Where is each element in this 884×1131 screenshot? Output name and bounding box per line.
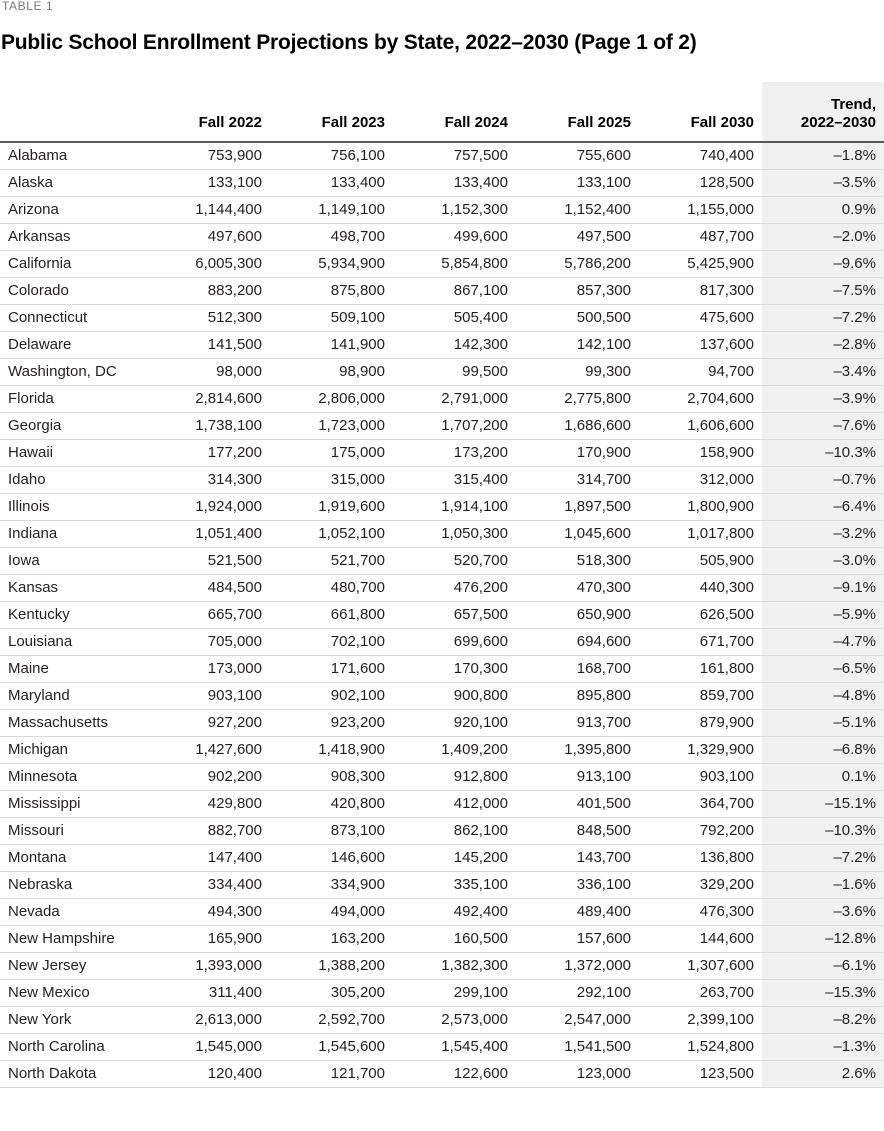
enrollment-value: 1,427,600 <box>147 736 270 763</box>
enrollment-value: 912,800 <box>393 763 516 790</box>
enrollment-value: 862,100 <box>393 817 516 844</box>
state-name: Minnesota <box>0 763 147 790</box>
col-header-fall-2024: Fall 2024 <box>393 82 516 142</box>
enrollment-value: 2,814,600 <box>147 385 270 412</box>
enrollment-value: 165,900 <box>147 925 270 952</box>
enrollment-value: 883,200 <box>147 277 270 304</box>
enrollment-value: 1,800,900 <box>639 493 762 520</box>
enrollment-value: 875,800 <box>270 277 393 304</box>
enrollment-value: 144,600 <box>639 925 762 952</box>
enrollment-value: 146,600 <box>270 844 393 871</box>
enrollment-value: 160,500 <box>393 925 516 952</box>
trend-value: –6.4% <box>762 493 884 520</box>
enrollment-value: 142,100 <box>516 331 639 358</box>
enrollment-value: 98,000 <box>147 358 270 385</box>
enrollment-value: 626,500 <box>639 601 762 628</box>
enrollment-value: 1,545,600 <box>270 1033 393 1060</box>
enrollment-value: 1,409,200 <box>393 736 516 763</box>
table-row <box>0 493 884 520</box>
enrollment-value: 1,707,200 <box>393 412 516 439</box>
enrollment-value: 1,372,000 <box>516 952 639 979</box>
enrollment-value: 364,700 <box>639 790 762 817</box>
state-name: Maine <box>0 655 147 682</box>
enrollment-value: 498,700 <box>270 223 393 250</box>
enrollment-value: 512,300 <box>147 304 270 331</box>
trend-value: –2.0% <box>762 223 884 250</box>
enrollment-value: 2,613,000 <box>147 1006 270 1033</box>
trend-value: –10.3% <box>762 817 884 844</box>
enrollment-value: 305,200 <box>270 979 393 1006</box>
enrollment-value: 475,600 <box>639 304 762 331</box>
col-header-trend <box>762 82 884 142</box>
state-name: Idaho <box>0 466 147 493</box>
table-row <box>0 628 884 655</box>
trend-value: –3.2% <box>762 520 884 547</box>
enrollment-value: 1,541,500 <box>516 1033 639 1060</box>
trend-value: –3.6% <box>762 898 884 925</box>
table-row <box>0 817 884 844</box>
col-header-fall-2025: Fall 2025 <box>516 82 639 142</box>
enrollment-value: 1,393,000 <box>147 952 270 979</box>
table-row <box>0 898 884 925</box>
enrollment-value: 1,144,400 <box>147 196 270 223</box>
trend-value: –4.8% <box>762 682 884 709</box>
table-body <box>0 142 884 1087</box>
trend-value: –12.8% <box>762 925 884 952</box>
table-row <box>0 601 884 628</box>
enrollment-value: 903,100 <box>639 763 762 790</box>
enrollment-value: 699,600 <box>393 628 516 655</box>
col-header-state <box>0 82 147 142</box>
enrollment-value: 857,300 <box>516 277 639 304</box>
state-name: Nebraska <box>0 871 147 898</box>
enrollment-value: 168,700 <box>516 655 639 682</box>
enrollment-value: 913,100 <box>516 763 639 790</box>
enrollment-value: 903,100 <box>147 682 270 709</box>
table-row <box>0 952 884 979</box>
state-name: Washington, DC <box>0 358 147 385</box>
enrollment-value: 137,600 <box>639 331 762 358</box>
trend-value: –9.1% <box>762 574 884 601</box>
enrollment-value: 740,400 <box>639 142 762 169</box>
table-row <box>0 385 884 412</box>
enrollment-value: 650,900 <box>516 601 639 628</box>
enrollment-value: 143,700 <box>516 844 639 871</box>
enrollment-value: 1,914,100 <box>393 493 516 520</box>
enrollment-value: 334,900 <box>270 871 393 898</box>
enrollment-value: 145,200 <box>393 844 516 871</box>
enrollment-value: 923,200 <box>270 709 393 736</box>
enrollment-value: 499,600 <box>393 223 516 250</box>
state-name: Florida <box>0 385 147 412</box>
state-name: Louisiana <box>0 628 147 655</box>
enrollment-value: 136,800 <box>639 844 762 871</box>
enrollment-value: 99,300 <box>516 358 639 385</box>
enrollment-value: 171,600 <box>270 655 393 682</box>
state-name: North Carolina <box>0 1033 147 1060</box>
enrollment-value: 292,100 <box>516 979 639 1006</box>
col-header-fall-2023: Fall 2023 <box>270 82 393 142</box>
enrollment-value: 489,400 <box>516 898 639 925</box>
enrollment-value: 1,606,600 <box>639 412 762 439</box>
enrollment-value: 123,500 <box>639 1060 762 1087</box>
state-name: Kansas <box>0 574 147 601</box>
trend-value: –6.5% <box>762 655 884 682</box>
trend-value: –15.1% <box>762 790 884 817</box>
enrollment-value: 1,524,800 <box>639 1033 762 1060</box>
trend-value: –15.3% <box>762 979 884 1006</box>
enrollment-value: 133,400 <box>270 169 393 196</box>
table-row <box>0 142 884 169</box>
table-row <box>0 682 884 709</box>
enrollment-value: 314,300 <box>147 466 270 493</box>
enrollment-value: 1,045,600 <box>516 520 639 547</box>
enrollment-value: 520,700 <box>393 547 516 574</box>
enrollment-value: 1,738,100 <box>147 412 270 439</box>
enrollment-value: 1,149,100 <box>270 196 393 223</box>
trend-value: –10.3% <box>762 439 884 466</box>
trend-value: –1.8% <box>762 142 884 169</box>
enrollment-value: 128,500 <box>639 169 762 196</box>
state-name: Alaska <box>0 169 147 196</box>
enrollment-value: 470,300 <box>516 574 639 601</box>
enrollment-value: 420,800 <box>270 790 393 817</box>
enrollment-value: 927,200 <box>147 709 270 736</box>
enrollment-value: 401,500 <box>516 790 639 817</box>
enrollment-value: 1,307,600 <box>639 952 762 979</box>
enrollment-value: 311,400 <box>147 979 270 1006</box>
state-name: Indiana <box>0 520 147 547</box>
enrollment-value: 157,600 <box>516 925 639 952</box>
enrollment-value: 480,700 <box>270 574 393 601</box>
table-number-label: TABLE 1 <box>2 0 54 13</box>
enrollment-value: 334,400 <box>147 871 270 898</box>
state-name: Missouri <box>0 817 147 844</box>
trend-value: –9.6% <box>762 250 884 277</box>
table-row <box>0 1033 884 1060</box>
enrollment-value: 5,854,800 <box>393 250 516 277</box>
trend-value: –3.9% <box>762 385 884 412</box>
trend-header-line2: 2022–2030 <box>800 114 876 131</box>
enrollment-value: 1,017,800 <box>639 520 762 547</box>
enrollment-value: 6,005,300 <box>147 250 270 277</box>
table-row <box>0 871 884 898</box>
table-row <box>0 250 884 277</box>
enrollment-value: 161,800 <box>639 655 762 682</box>
enrollment-value: 173,000 <box>147 655 270 682</box>
enrollment-value: 133,400 <box>393 169 516 196</box>
enrollment-value: 147,400 <box>147 844 270 871</box>
enrollment-value: 1,897,500 <box>516 493 639 520</box>
enrollment-value: 492,400 <box>393 898 516 925</box>
state-name: California <box>0 250 147 277</box>
enrollment-value: 1,686,600 <box>516 412 639 439</box>
enrollment-value: 98,900 <box>270 358 393 385</box>
trend-value: –3.0% <box>762 547 884 574</box>
enrollment-value: 336,100 <box>516 871 639 898</box>
enrollment-value: 5,425,900 <box>639 250 762 277</box>
enrollment-value: 753,900 <box>147 142 270 169</box>
state-name: New Hampshire <box>0 925 147 952</box>
table-row <box>0 655 884 682</box>
enrollment-value: 5,786,200 <box>516 250 639 277</box>
enrollment-value: 1,051,400 <box>147 520 270 547</box>
enrollment-value: 908,300 <box>270 763 393 790</box>
enrollment-value: 902,200 <box>147 763 270 790</box>
enrollment-value: 315,000 <box>270 466 393 493</box>
enrollment-value: 1,919,600 <box>270 493 393 520</box>
trend-value: –7.6% <box>762 412 884 439</box>
enrollment-value: 792,200 <box>639 817 762 844</box>
enrollment-value: 859,700 <box>639 682 762 709</box>
state-name: Arizona <box>0 196 147 223</box>
enrollment-value: 873,100 <box>270 817 393 844</box>
enrollment-value: 1,152,300 <box>393 196 516 223</box>
enrollment-value: 2,573,000 <box>393 1006 516 1033</box>
table-row <box>0 844 884 871</box>
trend-value: –7.2% <box>762 844 884 871</box>
state-name: Delaware <box>0 331 147 358</box>
enrollment-value: 1,924,000 <box>147 493 270 520</box>
trend-value: –7.2% <box>762 304 884 331</box>
enrollment-value: 412,000 <box>393 790 516 817</box>
state-name: Illinois <box>0 493 147 520</box>
enrollment-value: 133,100 <box>516 169 639 196</box>
trend-value: –8.2% <box>762 1006 884 1033</box>
trend-value: –1.3% <box>762 1033 884 1060</box>
enrollment-value: 757,500 <box>393 142 516 169</box>
enrollment-value: 163,200 <box>270 925 393 952</box>
enrollment-value: 1,152,400 <box>516 196 639 223</box>
enrollment-value: 158,900 <box>639 439 762 466</box>
enrollment-value: 2,704,600 <box>639 385 762 412</box>
enrollment-value: 175,000 <box>270 439 393 466</box>
enrollment-table <box>0 82 884 1088</box>
enrollment-value: 702,100 <box>270 628 393 655</box>
table-row <box>0 574 884 601</box>
state-name: Connecticut <box>0 304 147 331</box>
enrollment-value: 1,388,200 <box>270 952 393 979</box>
enrollment-value: 521,700 <box>270 547 393 574</box>
page-title: Public School Enrollment Projections by State, 2022–2030 (Page 1 of 2) <box>1 31 697 54</box>
enrollment-value: 671,700 <box>639 628 762 655</box>
trend-value: 2.6% <box>762 1060 884 1087</box>
state-name: North Dakota <box>0 1060 147 1087</box>
trend-header-line1: Trend, <box>830 96 876 113</box>
enrollment-value: 895,800 <box>516 682 639 709</box>
col-header-fall-2030: Fall 2030 <box>639 82 762 142</box>
table-row <box>0 520 884 547</box>
enrollment-value: 170,300 <box>393 655 516 682</box>
enrollment-value: 329,200 <box>639 871 762 898</box>
table-row <box>0 1060 884 1087</box>
enrollment-value: 879,900 <box>639 709 762 736</box>
enrollment-value: 518,300 <box>516 547 639 574</box>
table-row <box>0 547 884 574</box>
enrollment-value: 122,600 <box>393 1060 516 1087</box>
trend-value: –3.5% <box>762 169 884 196</box>
enrollment-value: 315,400 <box>393 466 516 493</box>
state-name: Kentucky <box>0 601 147 628</box>
enrollment-value: 497,600 <box>147 223 270 250</box>
enrollment-value: 913,700 <box>516 709 639 736</box>
enrollment-value: 505,400 <box>393 304 516 331</box>
enrollment-value: 429,800 <box>147 790 270 817</box>
enrollment-value: 2,806,000 <box>270 385 393 412</box>
enrollment-value: 5,934,900 <box>270 250 393 277</box>
table-row <box>0 790 884 817</box>
enrollment-value: 314,700 <box>516 466 639 493</box>
trend-value: –2.8% <box>762 331 884 358</box>
enrollment-value: 500,500 <box>516 304 639 331</box>
enrollment-value: 1,418,900 <box>270 736 393 763</box>
state-name: Massachusetts <box>0 709 147 736</box>
enrollment-value: 867,100 <box>393 277 516 304</box>
state-name: Colorado <box>0 277 147 304</box>
state-name: Arkansas <box>0 223 147 250</box>
table-row <box>0 763 884 790</box>
table-row <box>0 412 884 439</box>
table-row <box>0 304 884 331</box>
state-name: Mississippi <box>0 790 147 817</box>
enrollment-value: 705,000 <box>147 628 270 655</box>
table-row <box>0 979 884 1006</box>
enrollment-value: 1,723,000 <box>270 412 393 439</box>
trend-value: –6.1% <box>762 952 884 979</box>
state-name: Montana <box>0 844 147 871</box>
table-row <box>0 169 884 196</box>
enrollment-value: 920,100 <box>393 709 516 736</box>
header-row <box>0 82 884 142</box>
enrollment-value: 94,700 <box>639 358 762 385</box>
state-name: Michigan <box>0 736 147 763</box>
state-name: Georgia <box>0 412 147 439</box>
enrollment-value: 2,791,000 <box>393 385 516 412</box>
state-name: Alabama <box>0 142 147 169</box>
enrollment-value: 521,500 <box>147 547 270 574</box>
table-row <box>0 439 884 466</box>
enrollment-value: 2,547,000 <box>516 1006 639 1033</box>
enrollment-value: 2,775,800 <box>516 385 639 412</box>
col-header-fall-2022: Fall 2022 <box>147 82 270 142</box>
enrollment-value: 1,052,100 <box>270 520 393 547</box>
enrollment-value: 120,400 <box>147 1060 270 1087</box>
state-name: Nevada <box>0 898 147 925</box>
enrollment-value: 263,700 <box>639 979 762 1006</box>
enrollment-value: 756,100 <box>270 142 393 169</box>
enrollment-value: 335,100 <box>393 871 516 898</box>
table-row <box>0 466 884 493</box>
state-name: Maryland <box>0 682 147 709</box>
enrollment-value: 509,100 <box>270 304 393 331</box>
state-name: Iowa <box>0 547 147 574</box>
state-name: New Mexico <box>0 979 147 1006</box>
enrollment-value: 882,700 <box>147 817 270 844</box>
enrollment-value: 694,600 <box>516 628 639 655</box>
state-name: New York <box>0 1006 147 1033</box>
enrollment-value: 1,155,000 <box>639 196 762 223</box>
table-row <box>0 1006 884 1033</box>
state-name: New Jersey <box>0 952 147 979</box>
enrollment-value: 440,300 <box>639 574 762 601</box>
enrollment-value: 1,545,400 <box>393 1033 516 1060</box>
enrollment-value: 487,700 <box>639 223 762 250</box>
trend-value: –7.5% <box>762 277 884 304</box>
enrollment-value: 494,300 <box>147 898 270 925</box>
table-row <box>0 277 884 304</box>
table-row <box>0 925 884 952</box>
enrollment-value: 902,100 <box>270 682 393 709</box>
trend-value: –5.1% <box>762 709 884 736</box>
enrollment-value: 505,900 <box>639 547 762 574</box>
enrollment-value: 900,800 <box>393 682 516 709</box>
trend-value: –4.7% <box>762 628 884 655</box>
state-name: Hawaii <box>0 439 147 466</box>
trend-value: –6.8% <box>762 736 884 763</box>
enrollment-value: 1,395,800 <box>516 736 639 763</box>
table-row <box>0 709 884 736</box>
table-row <box>0 736 884 763</box>
enrollment-value: 657,500 <box>393 601 516 628</box>
enrollment-value: 299,100 <box>393 979 516 1006</box>
enrollment-value: 497,500 <box>516 223 639 250</box>
enrollment-value: 133,100 <box>147 169 270 196</box>
enrollment-value: 2,399,100 <box>639 1006 762 1033</box>
enrollment-value: 665,700 <box>147 601 270 628</box>
trend-value: –5.9% <box>762 601 884 628</box>
trend-value: –3.4% <box>762 358 884 385</box>
table-row <box>0 223 884 250</box>
enrollment-value: 2,592,700 <box>270 1006 393 1033</box>
enrollment-value: 173,200 <box>393 439 516 466</box>
trend-value: 0.1% <box>762 763 884 790</box>
enrollment-value: 123,000 <box>516 1060 639 1087</box>
enrollment-value: 141,900 <box>270 331 393 358</box>
enrollment-value: 1,050,300 <box>393 520 516 547</box>
enrollment-value: 848,500 <box>516 817 639 844</box>
enrollment-value: 817,300 <box>639 277 762 304</box>
enrollment-value: 170,900 <box>516 439 639 466</box>
enrollment-value: 1,545,000 <box>147 1033 270 1060</box>
enrollment-value: 142,300 <box>393 331 516 358</box>
enrollment-value: 177,200 <box>147 439 270 466</box>
enrollment-value: 141,500 <box>147 331 270 358</box>
enrollment-value: 755,600 <box>516 142 639 169</box>
table-row <box>0 196 884 223</box>
trend-value: –0.7% <box>762 466 884 493</box>
table-row <box>0 358 884 385</box>
enrollment-value: 484,500 <box>147 574 270 601</box>
table-row <box>0 331 884 358</box>
enrollment-value: 476,300 <box>639 898 762 925</box>
trend-value: 0.9% <box>762 196 884 223</box>
trend-value: –1.6% <box>762 871 884 898</box>
enrollment-value: 312,000 <box>639 466 762 493</box>
enrollment-value: 476,200 <box>393 574 516 601</box>
enrollment-value: 121,700 <box>270 1060 393 1087</box>
enrollment-value: 1,382,300 <box>393 952 516 979</box>
enrollment-value: 1,329,900 <box>639 736 762 763</box>
enrollment-value: 99,500 <box>393 358 516 385</box>
enrollment-value: 661,800 <box>270 601 393 628</box>
enrollment-value: 494,000 <box>270 898 393 925</box>
